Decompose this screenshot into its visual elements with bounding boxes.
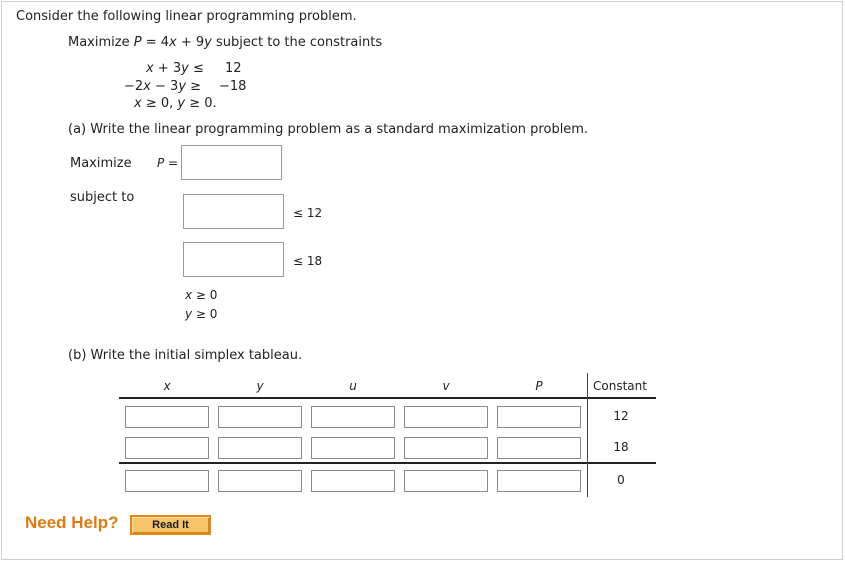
constraint-2-bound: ≤ 18 [293, 254, 323, 268]
tableau-cell-r2-x[interactable] [125, 437, 209, 459]
tableau-cell-r1-u[interactable] [311, 406, 395, 428]
constraint-2: −2x − 3y ≥ [124, 79, 202, 94]
constraint-2-input[interactable] [183, 242, 284, 277]
header-constant: Constant [593, 379, 647, 393]
constraint-1-bound: ≤ 12 [293, 206, 323, 220]
nonneg-y: y ≥ 0 [185, 307, 218, 321]
tableau-constant-r1: 12 [613, 409, 629, 423]
tableau-objective-rule [119, 462, 656, 464]
tableau-cell-r1-p[interactable] [497, 406, 581, 428]
tableau-cell-r3-x[interactable] [125, 470, 209, 492]
constraint-1: x + 3y ≤ [146, 61, 204, 76]
constraint-2-rhs: −18 [219, 79, 247, 94]
tableau-cell-r3-u[interactable] [311, 470, 395, 492]
nonnegativity-constraints: x ≥ 0, y ≥ 0. [134, 96, 217, 111]
tableau-constant-r3: 0 [617, 473, 625, 487]
header-p: P [535, 379, 543, 393]
subject-to-label: subject to [70, 190, 135, 205]
need-help-label: Need Help? [25, 513, 119, 532]
tableau-cell-r2-v[interactable] [404, 437, 488, 459]
part-a-prompt: (a) Write the linear programming problem as a standard maximization problem. [68, 122, 589, 137]
tableau-cell-r1-y[interactable] [218, 406, 302, 428]
tableau-cell-r1-v[interactable] [404, 406, 488, 428]
problem-intro: Consider the following linear programming problem. [16, 9, 357, 24]
part-b-prompt: (b) Write the initial simplex tableau. [68, 348, 303, 363]
tableau-cell-r2-y[interactable] [218, 437, 302, 459]
objective-function: Maximize P = 4x + 9y subject to the constraints [68, 35, 383, 50]
p-equals-label: P = [157, 156, 179, 170]
maximize-label: Maximize [70, 156, 132, 171]
tableau-cell-r3-p[interactable] [497, 470, 581, 492]
tableau-cell-r3-y[interactable] [218, 470, 302, 492]
constraint-1-input[interactable] [183, 194, 284, 229]
header-u: u [349, 379, 357, 393]
constraint-1-rhs: 12 [225, 61, 242, 76]
tableau-constant-r2: 18 [613, 440, 629, 454]
tableau-cell-r2-u[interactable] [311, 437, 395, 459]
read-it-button[interactable]: Read It [130, 515, 211, 535]
tableau-top-rule [119, 397, 656, 399]
nonneg-x: x ≥ 0 [185, 288, 218, 302]
objective-input[interactable] [181, 145, 282, 180]
tableau-cell-r3-v[interactable] [404, 470, 488, 492]
tableau-cell-r1-x[interactable] [125, 406, 209, 428]
header-x: x [163, 379, 171, 393]
tableau-cell-r2-p[interactable] [497, 437, 581, 459]
tableau-constant-divider [587, 373, 588, 497]
header-v: v [442, 379, 450, 393]
header-y: y [256, 379, 264, 393]
